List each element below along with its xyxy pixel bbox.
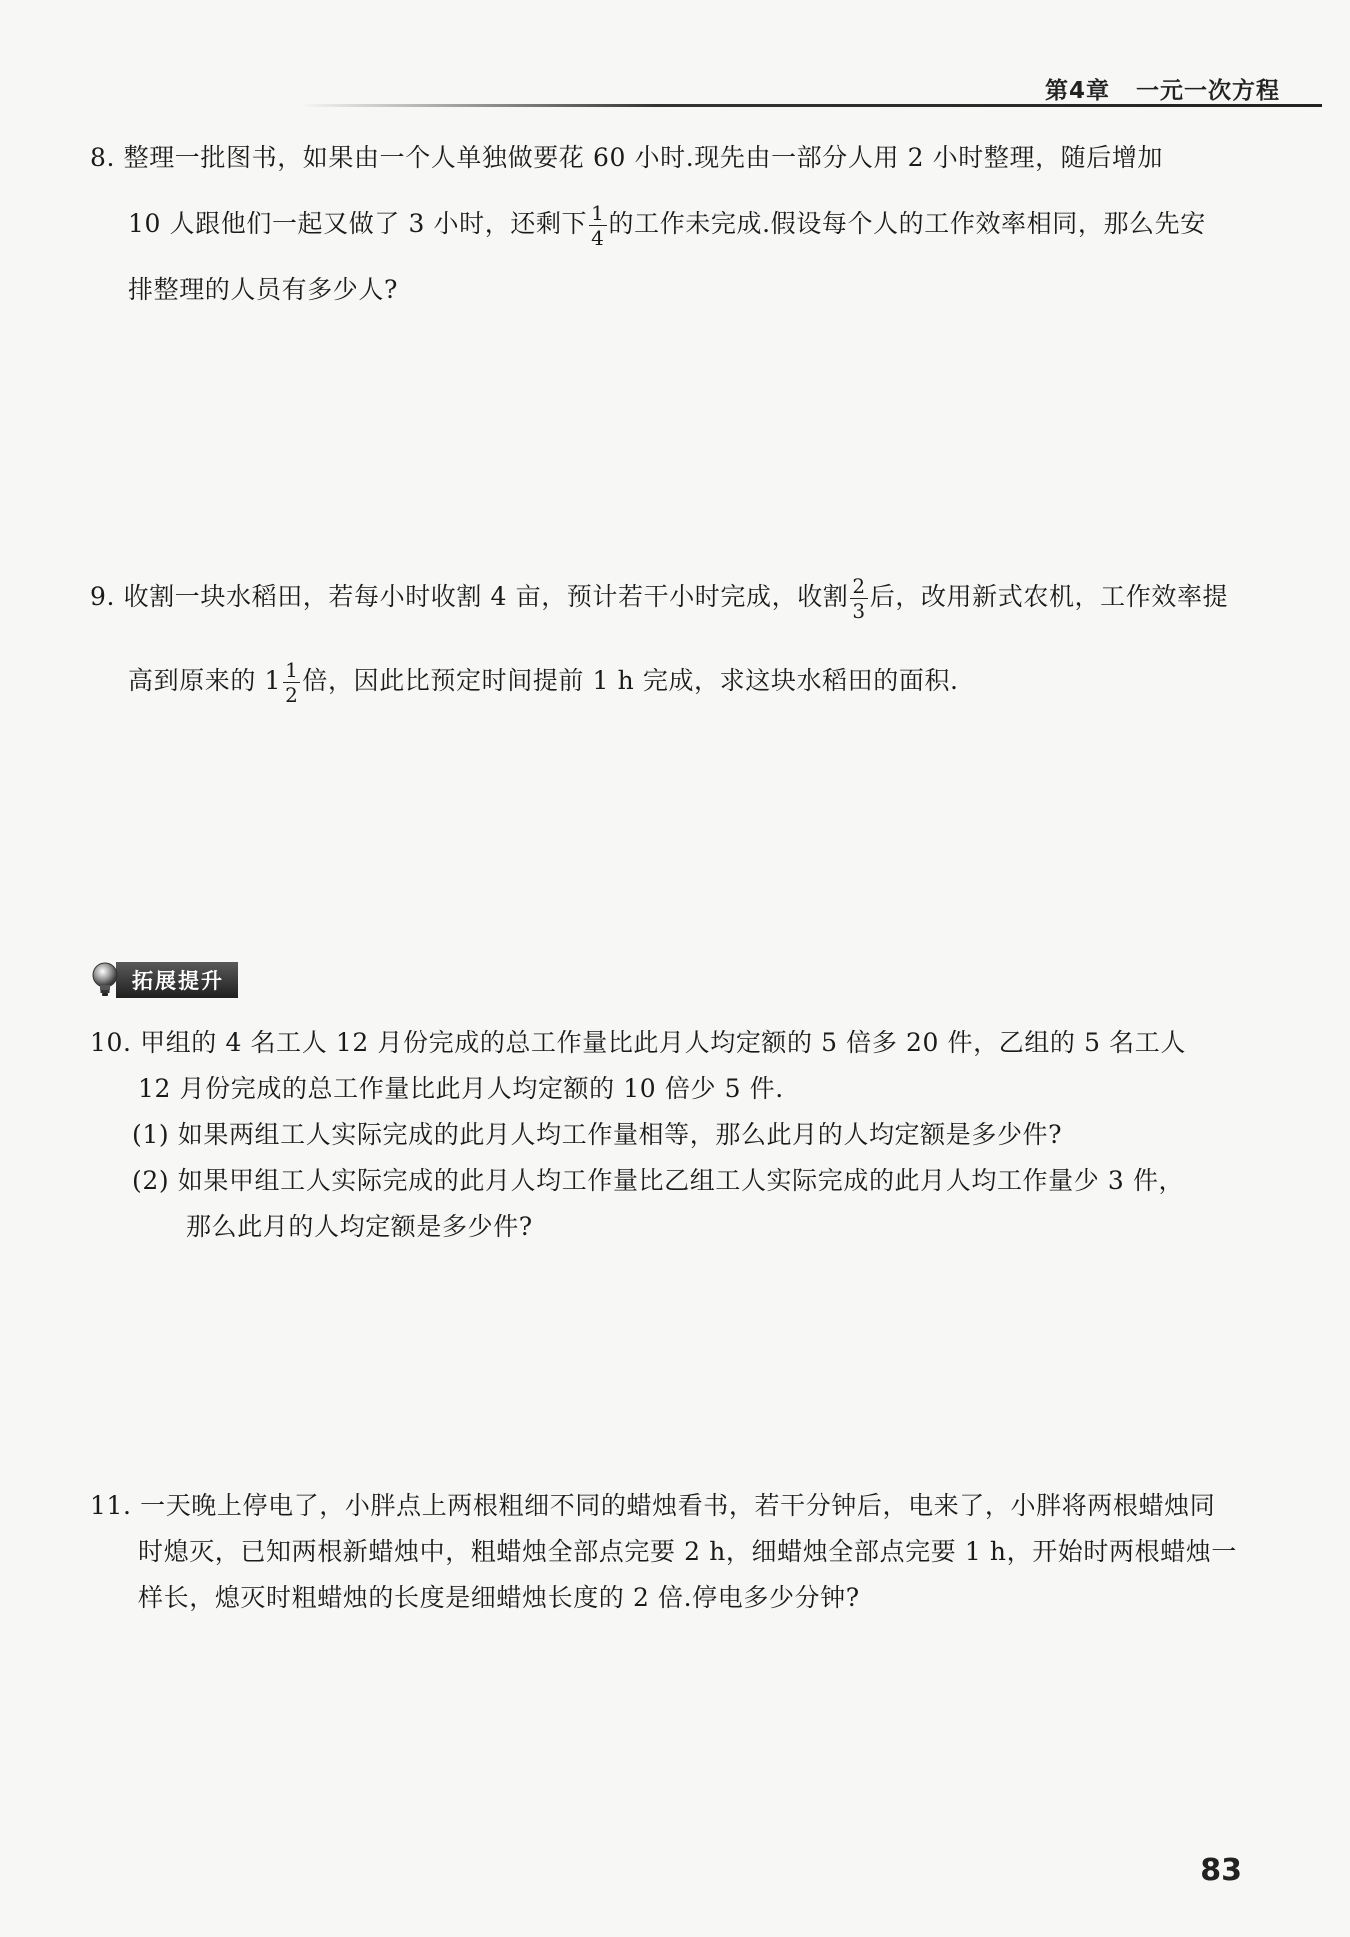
sub-question-2 <box>90 1158 1186 1204</box>
question-number: 9. <box>90 582 116 611</box>
question-number: 8. <box>90 143 116 172</box>
section-badge <box>90 963 238 997</box>
fraction <box>589 201 606 250</box>
question-text: 整理一批图书，如果由一个人单独做要花 60 小时.现先由一部分人用 2 小时整理，随后增加 <box>123 143 1164 172</box>
section-title: 拓展提升 <box>116 962 238 998</box>
fraction-numerator: 1 <box>591 201 605 225</box>
question-text: 样长，熄灭时粗蜡烛的长度是细蜡烛长度的 2 倍.停电多少分钟? <box>138 1583 860 1612</box>
question-text: 倍，因此比预定时间提前 1 h 完成，求这块水稻田的面积. <box>302 666 959 695</box>
question-text: 时熄灭，已知两根新蜡烛中，粗蜡烛全部点完要 2 h，细蜡烛全部点完要 1 h，开始时两根蜡烛一 <box>138 1537 1238 1566</box>
question-9 <box>90 555 1228 723</box>
question-text: 高到原来的 1 <box>128 666 282 695</box>
chapter-header <box>1045 72 1280 105</box>
fraction-denominator: 3 <box>852 599 866 623</box>
fraction-denominator: 2 <box>285 683 299 707</box>
question-text: 那么此月的人均定额是多少件? <box>186 1212 533 1241</box>
question-text: 后，改用新式农机，工作效率提 <box>869 582 1229 611</box>
question-number: 10. <box>90 1028 132 1057</box>
question-text: 一天晚上停电了，小胖点上两根粗细不同的蜡烛看书，若干分钟后，电来了，小胖将两根蜡烛同 <box>140 1491 1216 1520</box>
fraction-numerator: 2 <box>852 574 866 598</box>
header-rule <box>300 104 1322 107</box>
page-number: 83 <box>1200 1853 1242 1888</box>
question-text: (2) 如果甲组工人实际完成的此月人均工作量比乙组工人实际完成的此月人均工作量少 3 件， <box>132 1166 1185 1195</box>
fraction-numerator: 1 <box>285 658 299 682</box>
chapter-number: 第4章 <box>1044 78 1110 104</box>
lightbulb-icon <box>90 962 120 998</box>
question-text: 排整理的人员有多少人? <box>128 275 399 304</box>
question-11 <box>90 1483 1237 1621</box>
fraction-denominator: 4 <box>591 226 605 250</box>
question-text: (1) 如果两组工人实际完成的此月人均工作量相等，那么此月的人均定额是多少件? <box>132 1120 1063 1149</box>
question-text: 甲组的 4 名工人 12 月份完成的总工作量比此月人均定额的 5 倍多 20 件，乙组的 5 名工人 <box>140 1028 1186 1057</box>
question-8 <box>90 125 1206 323</box>
sub-question-1 <box>90 1112 1186 1158</box>
question-10 <box>90 1020 1186 1250</box>
question-text: 12 月份完成的总工作量比此月人均定额的 10 倍少 5 件. <box>138 1074 784 1103</box>
question-text: 10 人跟他们一起又做了 3 小时，还剩下 <box>128 209 588 238</box>
question-text: 收割一块水稻田，若每小时收割 4 亩，预计若干小时完成，收割 <box>123 582 849 611</box>
chapter-title: 一元一次方程 <box>1136 78 1280 104</box>
fraction <box>283 658 300 707</box>
question-number: 11. <box>90 1491 132 1520</box>
question-text: 的工作未完成.假设每个人的工作效率相同，那么先安 <box>608 209 1206 238</box>
fraction <box>850 574 867 623</box>
